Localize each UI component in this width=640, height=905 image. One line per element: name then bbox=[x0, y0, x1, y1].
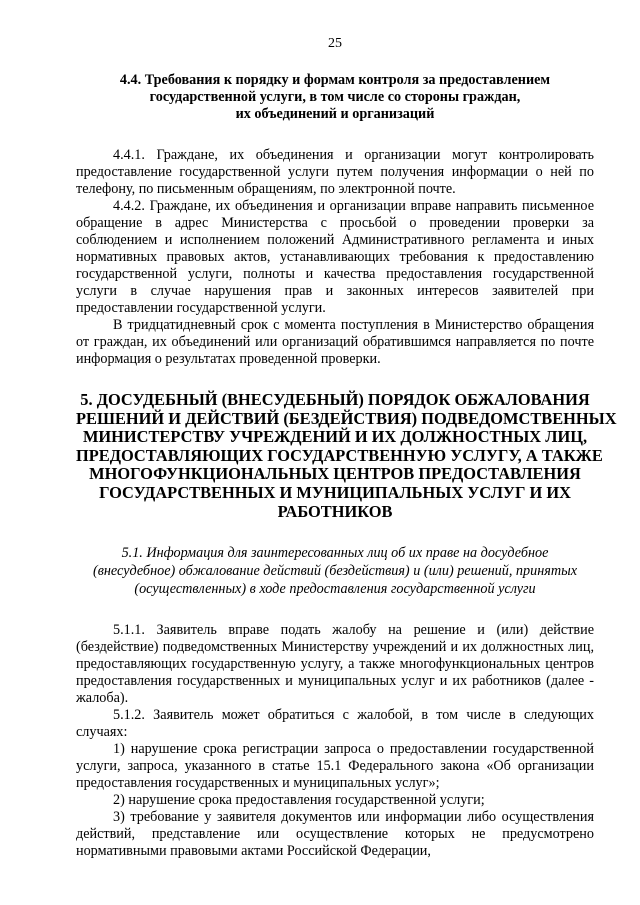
heading-line: (внесудебное) обжалование действий (бездействия) и (или) решений, принятых bbox=[92, 563, 578, 580]
heading-line: ПРЕДОСТАВЛЯЮЩИХ ГОСУДАРСТВЕННУЮ УСЛУГУ, А ТАКЖЕ bbox=[76, 445, 603, 465]
heading-line: ГОСУДАРСТВЕННЫХ И МУНИЦИПАЛЬНЫХ УСЛУГ И ИХ bbox=[99, 482, 571, 502]
heading-line: МИНИСТЕРСТВУ УЧРЕЖДЕНИЙ И ИХ ДОЛЖНОСТНЫХ ЛИЦ, bbox=[82, 427, 588, 447]
heading-line: (осуществленных) в ходе предоставления государственной услуги bbox=[134, 581, 536, 598]
paragraph-4-4-1: 4.4.1. Граждане, их объединения и организации могут контролировать предоставление государственной услуги путем получения информации о ней по телефону, по письменным обращениям, по электронной почте. bbox=[76, 147, 594, 197]
section-5-heading bbox=[76, 390, 617, 521]
paragraph-5-1-2: 5.1.2. Заявитель может обратиться с жалобой, в том числе в следующих случаях: bbox=[76, 707, 594, 741]
heading-line: 5.1. Информация для заинтересованных лиц об их праве на досудебное bbox=[121, 545, 549, 562]
list-item-1: 1) нарушение срока регистрации запроса о предоставлении государственной услуги, запроса, указанного в статье 15.1 Федерального закона «Об организации предоставления государственных и муниципальных услуг»; bbox=[76, 741, 594, 792]
list-item-2: 2) нарушение срока предоставления государственной услуги; bbox=[113, 792, 485, 809]
heading-line: РЕШЕНИЙ И ДЕЙСТВИЙ (БЕЗДЕЙСТВИЯ) ПОДВЕДОМСТВЕННЫХ bbox=[76, 408, 617, 428]
heading-line: 5. ДОСУДЕБНЫЙ (ВНЕСУДЕБНЫЙ) ПОРЯДОК ОБЖАЛОВАНИЯ bbox=[80, 390, 590, 409]
heading-line: РАБОТНИКОВ bbox=[277, 501, 393, 521]
document-page bbox=[76, 36, 617, 860]
paragraph-5-1-1: 5.1.1. Заявитель вправе подать жалобу на решение и (или) действие (бездействие) подведомственных Министерству учреждений и их должностных лиц, предоставляющих государственную услугу, а также многофункциональных центров предоставления государственных и муниципальных услуг и их работников (далее - жалоба). bbox=[76, 622, 594, 707]
page-number: 25 bbox=[328, 36, 342, 51]
heading-line: 4.4. Требования к порядку и формам контроля за предоставлением bbox=[119, 72, 551, 88]
heading-line: государственной услуги, в том числе со стороны граждан, bbox=[149, 89, 521, 105]
section-4-4-heading bbox=[76, 72, 594, 123]
heading-line: их объединений и организаций bbox=[235, 106, 435, 122]
paragraph-4-4-2: 4.4.2. Граждане, их объединения и организации вправе направить письменное обращение в адрес Министерства с просьбой о проведении проверки за соблюдением и исполнением положений Административного регламента и иных нормативных правовых актов, устанавливающих требования к предоставлению государственной услуги, полноты и качества предоставления государственной услуги в случае нарушения прав и законных интересов заявителей при предоставлении государственной услуги. bbox=[76, 198, 594, 316]
paragraph-thirty-day-term: В тридцатидневный срок с момента поступления в Министерство обращения от граждан, их объединений или организаций обратившимся направляется по почте информация о результатах проведенной проверки. bbox=[76, 317, 594, 367]
section-5-1-heading bbox=[76, 544, 594, 598]
heading-line: МНОГОФУНКЦИОНАЛЬНЫХ ЦЕНТРОВ ПРЕДОСТАВЛЕНИЯ bbox=[89, 464, 581, 484]
list-item-3: 3) требование у заявителя документов или информации либо осуществления действий, представление или осуществление которых не предусмотрено нормативными правовыми актами Российской Федерации, bbox=[76, 809, 594, 860]
